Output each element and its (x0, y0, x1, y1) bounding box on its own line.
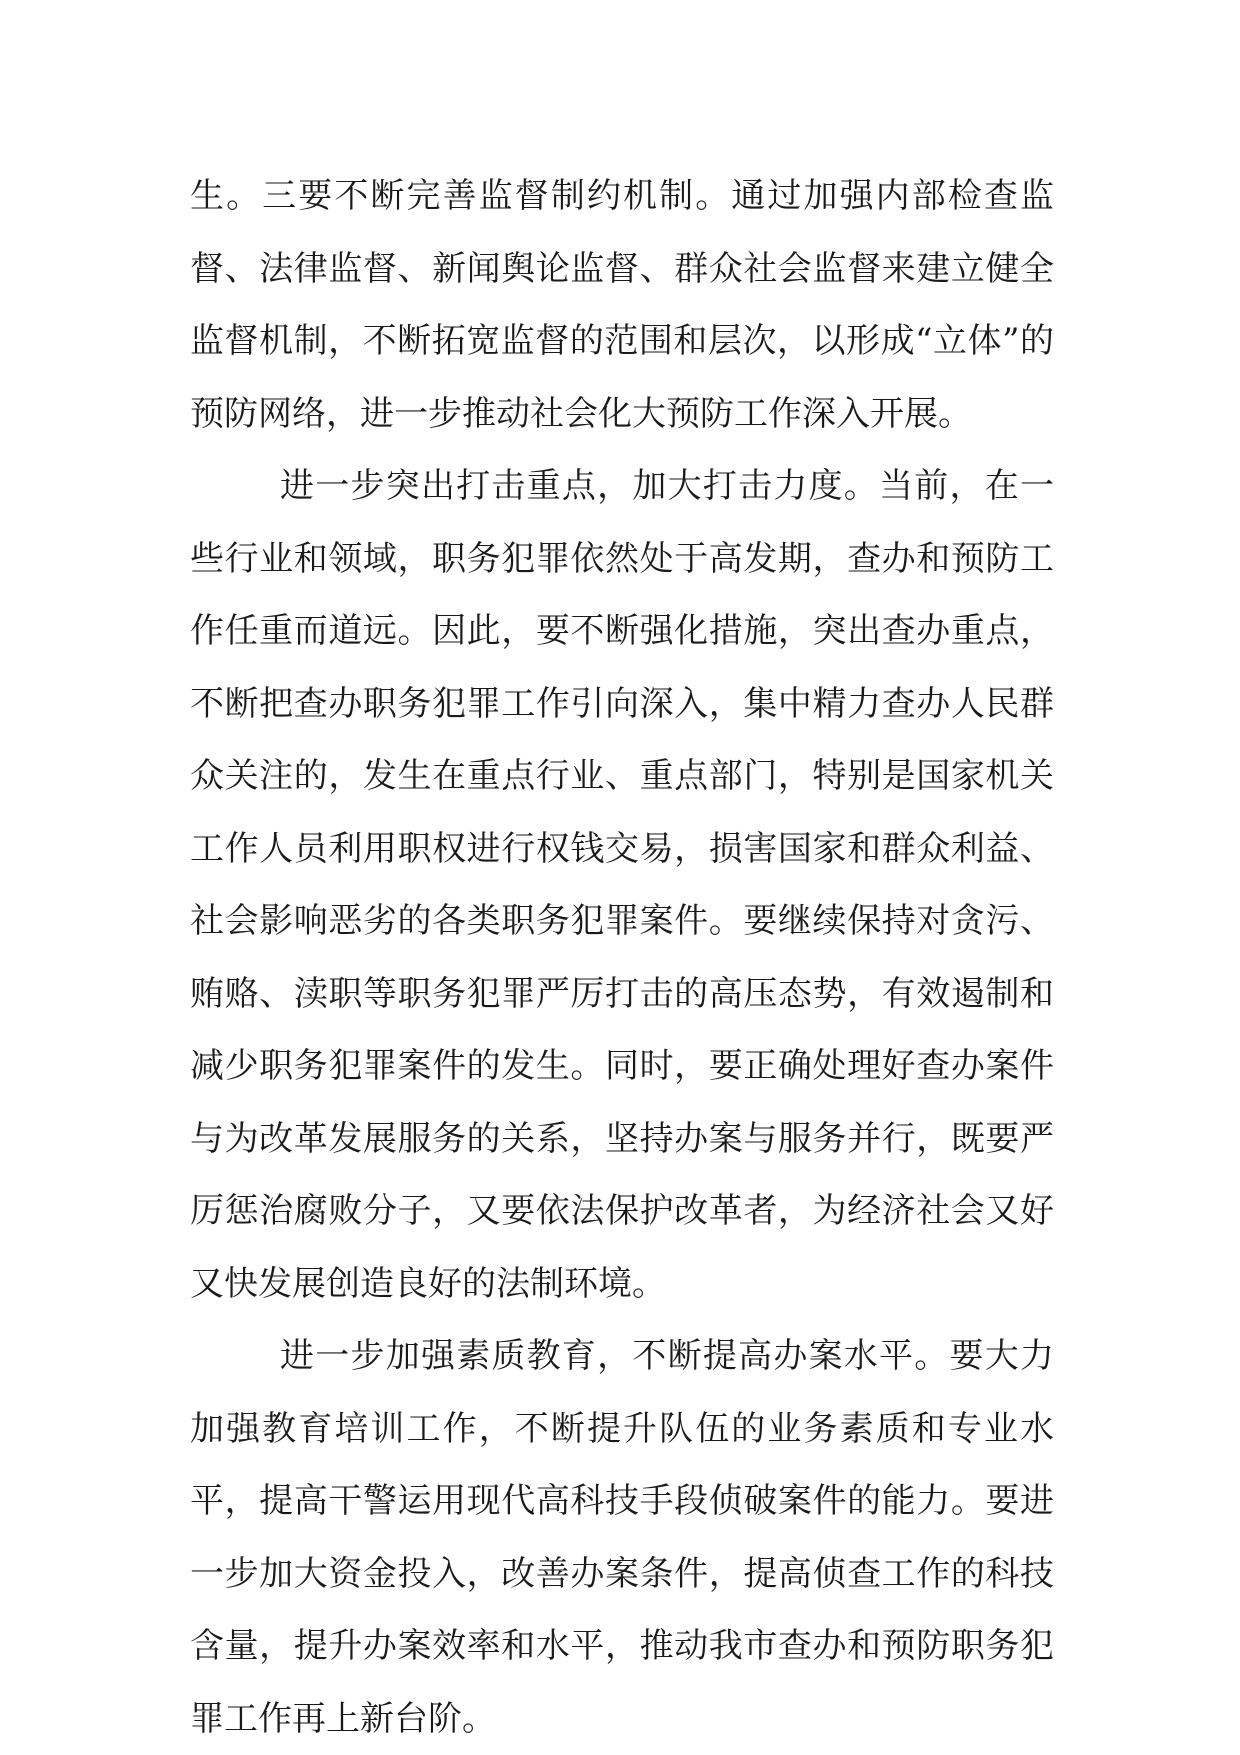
paragraph-quality-education: 进一步加强素质教育，不断提高办案水平。要大力加强教育培训工作，不断提升队伍的业务素质和专业水平，提高干警运用现代高科技手段侦破案件的能力。要进一步加大资金投入，改善办案条件，提高侦查工作的科技含量，提升办案效率和水平，推动我市查办和预防职务犯罪工作再上新台阶。 (190, 1336, 1054, 1739)
body-text (190, 160, 1054, 1755)
paragraph-strike-focus: 进一步突出打击重点，加大打击力度。当前，在一些行业和领域，职务犯罪依然处于高发期，查办和预防工作任重而道远。因此，要不断强化措施，突出查办重点，不断把查办职务犯罪工作引向深入，集中精力查办人民群众关注的，发生在重点行业、重点部门，特别是国家机关工作人员利用职权进行权钱交易，损害国家和群众利益、社会影响恶劣的各类职务犯罪案件。要继续保持对贪污、贿赂、渎职等职务犯罪严厉打击的高压态势，有效遏制和减少职务犯罪案件的发生。同时，要正确处理好查办案件与为改革发展服务的关系，坚持办案与服务并行，既要严厉惩治腐败分子，又要依法保护改革者，为经济社会又好又快发展创造良好的法制环境。 (190, 466, 1054, 1304)
paragraph-continuation: 生。三要不断完善监督制约机制。通过加强内部检查监督、法律监督、新闻舆论监督、群众社会监督来建立健全监督机制，不断拓宽监督的范围和层次，以形成“立体”的预防网络，进一步推动社会化大预防工作深入开展。 (190, 176, 1054, 434)
